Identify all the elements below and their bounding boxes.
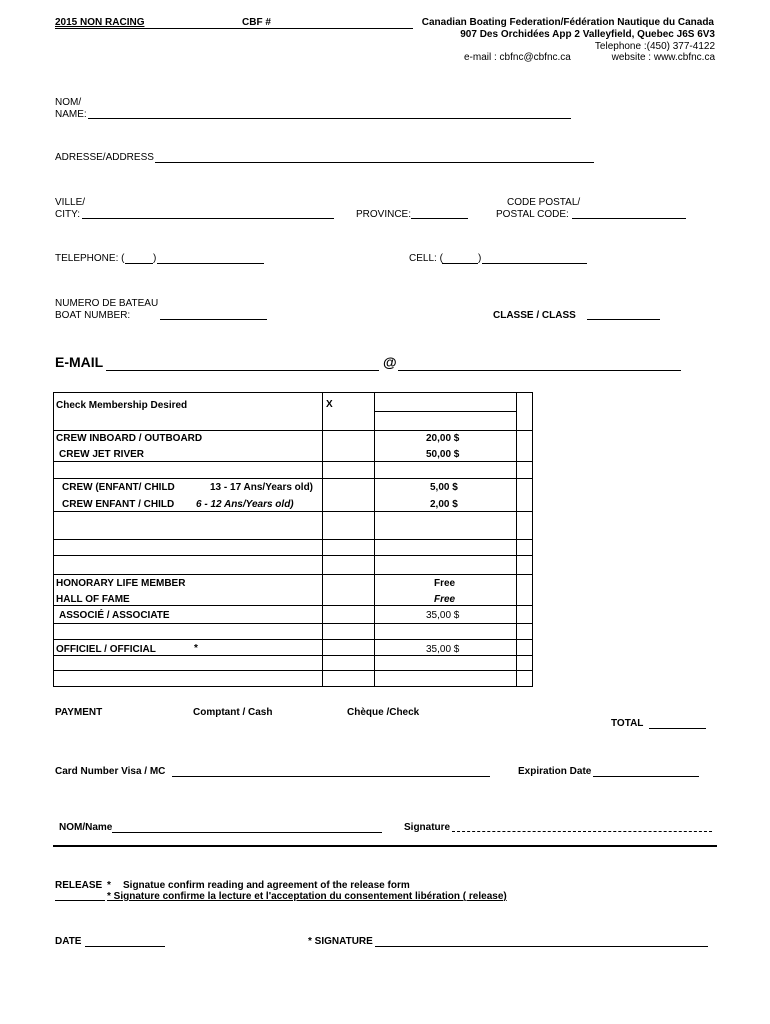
org-name: Canadian Boating Federation/Fédération Nautique du Canada [421,17,714,28]
payment-cash-option[interactable]: Comptant / Cash [193,707,273,718]
province-label: PROVINCE: [356,209,412,220]
membership-checkbox-crew-child-teen[interactable] [324,480,372,495]
membership-checkbox-crew-inboard[interactable] [324,431,372,446]
membership-checkbox-associate[interactable] [324,607,372,622]
card-number-field[interactable] [172,776,490,777]
cell-paren: ) [478,253,482,264]
payment-name-field[interactable] [112,832,382,833]
table-row-divider [54,511,532,512]
membership-price-crew-jet: 50,00 $ [426,449,460,460]
postal-field[interactable] [572,218,686,219]
membership-label-associate: ASSOCIÉ / ASSOCIATE [59,610,170,621]
telephone-area-field[interactable] [125,263,153,264]
name-label-fr: NOM/ [55,97,82,108]
release-date-field[interactable] [85,946,165,947]
boat-number-field[interactable] [160,319,267,320]
table-row-divider [54,670,532,671]
table-row-divider [54,478,532,479]
release-initial-field[interactable] [55,900,105,901]
release-text-en: Signatue confirm reading and agreement of the release form [123,880,410,891]
membership-age-teen: 13 - 17 Ans/Years old) [210,482,314,493]
class-field[interactable] [587,319,660,320]
membership-label-crew-child-teen: CREW (ENFANT/ CHILD [62,482,175,493]
table-row-divider [54,639,532,640]
total-label: TOTAL [611,718,644,729]
membership-checkbox-official[interactable] [324,641,372,654]
table-row-divider [54,623,532,624]
postal-label-fr: CODE POSTAL/ [507,197,581,208]
membership-label-honorary: HONORARY LIFE MEMBER [56,578,186,589]
payment-signature-field[interactable] [452,831,712,832]
table-row-divider [54,539,532,540]
email-at-sign: @ [383,354,397,370]
table-header-label: Check Membership Desired [56,400,188,411]
name-label-en: NAME: [55,109,87,120]
city-label-en: CITY: [55,209,81,220]
email-domain-field[interactable] [398,370,681,371]
membership-price-hall-of-fame: Free [434,594,456,605]
org-address: 907 Des Orchidées App 2 Valleyfield, Quebec J6S 6V3 [460,29,715,40]
membership-price-honorary: Free [434,578,456,589]
payment-cheque-option[interactable]: Chèque /Check [347,707,420,718]
membership-table [53,392,533,687]
name-field[interactable] [88,118,571,119]
release-signature-field[interactable] [375,946,708,947]
card-number-label: Card Number Visa / MC [55,766,166,777]
membership-age-child: 6 - 12 Ans/Years old) [196,499,294,510]
release-text-fr: * Signature confirme la lecture et l'acceptation du consentement libération ( release) [107,891,507,902]
telephone-field[interactable] [157,263,264,264]
boat-number-label-en: BOAT NUMBER: [55,310,131,321]
table-row-divider [54,430,532,431]
cell-field[interactable] [482,263,587,264]
membership-price-associate: 35,00 $ [426,610,460,621]
release-signature-label: * SIGNATURE [308,936,373,947]
city-label-fr: VILLE/ [55,197,86,208]
membership-label-crew-child: CREW ENFANT / CHILD [62,499,175,510]
payment-label: PAYMENT [55,707,103,718]
address-field[interactable] [155,162,594,163]
release-date-label: DATE [55,936,82,947]
email-label: E-MAIL [55,354,104,370]
payment-name-label: NOM/Name [59,822,113,833]
membership-official-star: * [194,643,198,654]
table-row-divider [54,555,532,556]
table-row-divider [54,574,532,575]
membership-label-crew-jet: CREW JET RIVER [59,449,145,460]
membership-price-crew-inboard: 20,00 $ [426,433,460,444]
membership-price-crew-child-teen: 5,00 $ [430,482,458,493]
telephone-paren: ) [153,253,157,264]
province-field[interactable] [411,218,468,219]
email-user-field[interactable] [106,370,379,371]
cell-label: CELL: ( [409,253,443,264]
section-divider [53,845,717,847]
release-label: RELEASE [55,880,103,891]
cell-area-field[interactable] [442,263,478,264]
membership-price-official: 35,00 $ [426,644,460,655]
table-header-mark: X [326,399,333,410]
postal-label-en: POSTAL CODE: [496,209,569,220]
telephone-label: TELEPHONE: ( [55,253,125,264]
payment-signature-label: Signature [404,822,451,833]
address-label: ADRESSE/ADDRESS [55,152,154,163]
org-telephone: Telephone :(450) 377-4122 [594,41,715,52]
total-field[interactable] [649,728,706,729]
release-star: * [107,880,111,891]
membership-checkbox-hall-of-fame[interactable] [324,592,372,605]
header-underline [55,28,413,29]
expiration-label: Expiration Date [518,766,592,777]
boat-number-label-fr: NUMERO DE BATEAU [55,298,159,309]
membership-label-official: OFFICIEL / OFFICIAL [56,644,156,655]
membership-checkbox-crew-child[interactable] [324,497,372,511]
org-email[interactable]: e-mail : cbfnc@cbfnc.ca [464,52,571,63]
cbf-number-label: CBF # [242,17,271,28]
table-row-divider [374,411,516,412]
org-website[interactable]: website : www.cbfnc.ca [611,52,715,63]
membership-checkbox-crew-jet[interactable] [324,447,372,461]
form-title: 2015 NON RACING [55,17,145,28]
membership-label-hall-of-fame: HALL OF FAME [56,594,130,605]
membership-checkbox-honorary[interactable] [324,576,372,591]
expiration-field[interactable] [593,776,699,777]
class-label: CLASSE / CLASS [493,310,576,321]
membership-price-crew-child: 2,00 $ [430,499,458,510]
membership-label-crew-inboard: CREW INBOARD / OUTBOARD [56,433,203,444]
table-row-divider [54,461,532,462]
city-field[interactable] [82,218,334,219]
